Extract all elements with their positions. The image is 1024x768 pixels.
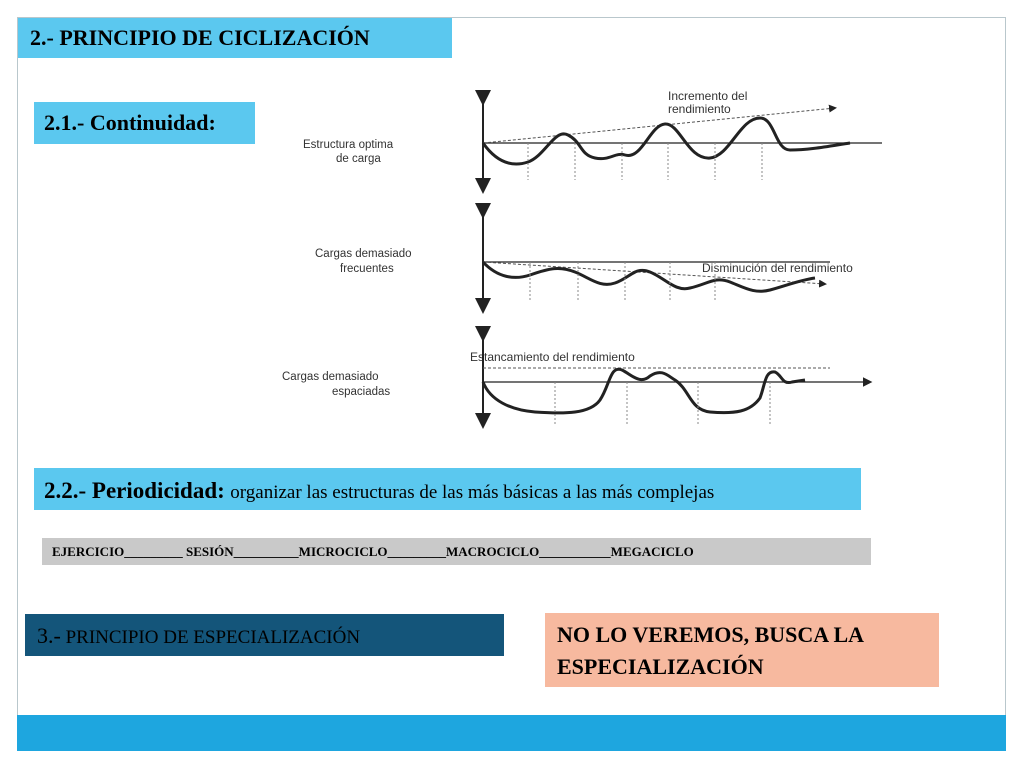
note-line2: ESPECIALIZACIÓN — [557, 654, 764, 679]
training-structure-chain: EJERCICIO_________ SESIÓN__________MICROCICLO_________MACROCICLO___________MEGACICLO — [42, 538, 871, 565]
panel3-label-line1: Cargas demasiado — [282, 371, 379, 383]
continuidad-heading: 2.1.- Continuidad: — [34, 102, 255, 144]
periodicidad-box — [34, 468, 861, 510]
panel3-label-line2: espaciadas — [332, 386, 391, 398]
panel2-annotation: Disminución del rendimiento — [702, 261, 853, 275]
panel1-annotation-line1: Incremento del — [668, 89, 748, 103]
especializacion-heading — [25, 614, 504, 656]
note-box — [545, 613, 939, 687]
panel1-annotation-line2: rendimiento — [668, 102, 731, 116]
panel2-label-line1: Cargas demasiado — [315, 248, 412, 260]
slide-title: 2.- PRINCIPIO DE CICLIZACIÓN — [18, 18, 452, 58]
panel-spaced-load — [282, 338, 870, 425]
note-line1: NO LO VEREMOS, BUSCA LA — [557, 622, 865, 647]
load-structure-diagram — [270, 80, 950, 435]
periodicidad-text: organizar las estructuras de las más básicas a las más complejas — [230, 482, 715, 503]
footer-bar — [17, 715, 1006, 751]
panel3-annotation: Estancamiento del rendimiento — [470, 350, 635, 364]
especializacion-text: PRINCIPIO DE ESPECIALIZACIÓN — [65, 627, 361, 648]
panel1-label-line2: de carga — [336, 153, 381, 165]
panel-frequent-load — [315, 215, 853, 310]
especializacion-number: 3.- — [37, 623, 61, 648]
panel-optimal-load — [303, 89, 882, 190]
panel2-label-line2: frecuentes — [340, 263, 394, 275]
periodicidad-heading: 2.2.- Periodicidad: — [44, 478, 225, 503]
panel1-label-line1: Estructura optima — [303, 139, 394, 151]
